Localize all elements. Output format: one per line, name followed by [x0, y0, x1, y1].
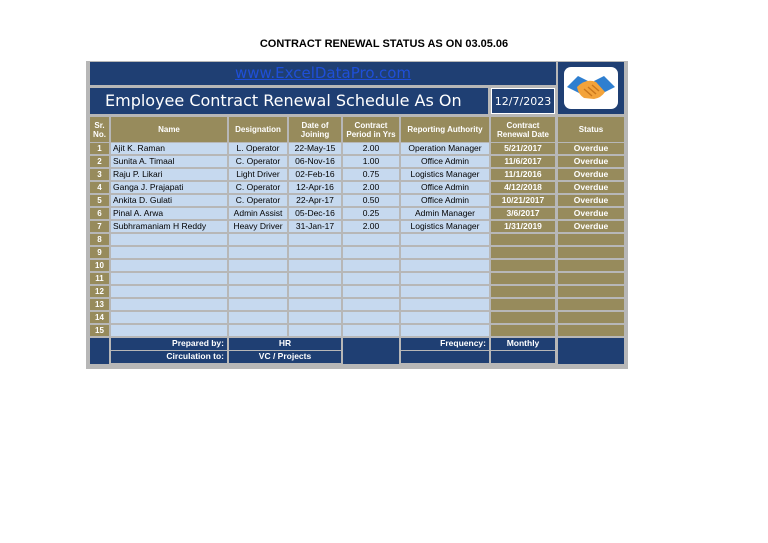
table-cell-renewal — [491, 260, 555, 271]
table-cell-sr: 3 — [90, 169, 109, 180]
table-cell-status — [558, 286, 624, 297]
table-cell-sr: 13 — [90, 299, 109, 310]
table-cell-designation — [229, 299, 287, 310]
column-header-doj: Date of Joining — [289, 117, 341, 142]
table-cell-status: Overdue — [558, 195, 624, 206]
table-cell-designation: Light Driver — [229, 169, 287, 180]
table-cell-authority — [401, 260, 489, 271]
footer-left-block — [90, 338, 109, 364]
table-cell-doj: 31-Jan-17 — [289, 221, 341, 232]
table-cell-name: Ankita D. Gulati — [111, 195, 227, 206]
table-cell-period: 2.00 — [343, 221, 399, 232]
table-cell-authority: Operation Manager — [401, 143, 489, 154]
table-cell-status — [558, 234, 624, 245]
column-header-sr: Sr. No. — [90, 117, 109, 142]
table-cell-authority — [401, 247, 489, 258]
table-cell-designation: C. Operator — [229, 156, 287, 167]
table-cell-status: Overdue — [558, 208, 624, 219]
table-cell-period — [343, 273, 399, 284]
table-cell-period: 2.00 — [343, 182, 399, 193]
handshake-icon — [564, 67, 618, 109]
table-cell-authority: Logistics Manager — [401, 221, 489, 232]
table-cell-status — [558, 273, 624, 284]
column-header-name: Name — [111, 117, 227, 142]
table-cell-authority — [401, 273, 489, 284]
table-cell-period — [343, 325, 399, 336]
table-cell-doj — [289, 234, 341, 245]
table-cell-status — [558, 299, 624, 310]
table-cell-name — [111, 299, 227, 310]
table-cell-status: Overdue — [558, 143, 624, 154]
table-cell-period: 1.00 — [343, 156, 399, 167]
table-cell-renewal — [491, 234, 555, 245]
table-cell-sr: 6 — [90, 208, 109, 219]
table-cell-designation — [229, 325, 287, 336]
table-cell-status — [558, 312, 624, 323]
table-cell-renewal — [491, 247, 555, 258]
table-cell-sr: 11 — [90, 273, 109, 284]
table-cell-designation: C. Operator — [229, 182, 287, 193]
table-cell-doj — [289, 273, 341, 284]
table-cell-name — [111, 247, 227, 258]
column-header-renewal: Contract Renewal Date — [491, 117, 555, 142]
table-cell-sr: 7 — [90, 221, 109, 232]
table-cell-name — [111, 260, 227, 271]
table-cell-status — [558, 325, 624, 336]
table-cell-period — [343, 286, 399, 297]
table-cell-renewal — [491, 312, 555, 323]
table-cell-designation — [229, 260, 287, 271]
table-cell-name: Ganga J. Prajapati — [111, 182, 227, 193]
table-cell-authority: Office Admin — [401, 156, 489, 167]
schedule-title: Employee Contract Renewal Schedule As On — [90, 88, 488, 114]
table-cell-status — [558, 260, 624, 271]
table-cell-period: 2.00 — [343, 143, 399, 154]
table-cell-name: Raju P. Likari — [111, 169, 227, 180]
table-cell-renewal: 10/21/2017 — [491, 195, 555, 206]
table-cell-sr: 9 — [90, 247, 109, 258]
table-cell-renewal — [491, 286, 555, 297]
table-cell-authority — [401, 286, 489, 297]
table-cell-authority: Office Admin — [401, 182, 489, 193]
table-cell-authority — [401, 312, 489, 323]
table-cell-designation: Heavy Driver — [229, 221, 287, 232]
table-cell-sr: 8 — [90, 234, 109, 245]
circulation-value: VC / Projects — [229, 351, 341, 363]
table-cell-authority — [401, 299, 489, 310]
website-link[interactable]: www.ExcelDataPro.com — [90, 62, 556, 85]
logo — [558, 62, 624, 114]
table-cell-doj: 22-Apr-17 — [289, 195, 341, 206]
table-cell-name: Pinal A. Arwa — [111, 208, 227, 219]
prepared-by-label: Prepared by: — [111, 338, 227, 350]
table-cell-authority — [401, 234, 489, 245]
table-cell-status: Overdue — [558, 182, 624, 193]
table-cell-status: Overdue — [558, 221, 624, 232]
frequency-value: Monthly — [491, 338, 555, 350]
table-cell-authority: Admin Manager — [401, 208, 489, 219]
column-header-period: Contract Period in Yrs — [343, 117, 399, 142]
circulation-label: Circulation to: — [111, 351, 227, 363]
table-cell-renewal — [491, 299, 555, 310]
table-cell-designation: C. Operator — [229, 195, 287, 206]
table-cell-period: 0.50 — [343, 195, 399, 206]
page-title: CONTRACT RENEWAL STATUS AS ON 03.05.06 — [259, 38, 509, 50]
table-cell-doj: 02-Feb-16 — [289, 169, 341, 180]
table-cell-sr: 1 — [90, 143, 109, 154]
table-cell-name: Sunita A. Timaal — [111, 156, 227, 167]
table-cell-sr: 15 — [90, 325, 109, 336]
table-cell-period — [343, 260, 399, 271]
logo-background — [564, 67, 618, 109]
table-cell-designation — [229, 286, 287, 297]
table-cell-doj — [289, 286, 341, 297]
table-cell-renewal: 1/31/2019 — [491, 221, 555, 232]
footer-blank-right — [491, 351, 555, 363]
table-cell-status: Overdue — [558, 169, 624, 180]
table-cell-authority: Logistics Manager — [401, 169, 489, 180]
table-cell-renewal — [491, 325, 555, 336]
table-cell-renewal: 5/21/2017 — [491, 143, 555, 154]
table-cell-doj — [289, 299, 341, 310]
table-cell-name — [111, 273, 227, 284]
table-cell-designation: Admin Assist — [229, 208, 287, 219]
table-cell-doj — [289, 312, 341, 323]
table-cell-renewal — [491, 273, 555, 284]
column-header-designation: Designation — [229, 117, 287, 142]
table-cell-period — [343, 247, 399, 258]
table-cell-period — [343, 234, 399, 245]
footer-right-block — [558, 338, 624, 364]
frequency-label: Frequency: — [401, 338, 489, 350]
table-cell-status: Overdue — [558, 156, 624, 167]
table-cell-doj: 06-Nov-16 — [289, 156, 341, 167]
table-cell-name: Subhramaniam H Reddy — [111, 221, 227, 232]
table-cell-name — [111, 325, 227, 336]
table-cell-doj: 12-Apr-16 — [289, 182, 341, 193]
table-cell-doj — [289, 247, 341, 258]
table-cell-renewal: 4/12/2018 — [491, 182, 555, 193]
table-cell-name — [111, 234, 227, 245]
table-cell-renewal: 11/6/2017 — [491, 156, 555, 167]
table-cell-renewal: 11/1/2016 — [491, 169, 555, 180]
schedule-date: 12/7/2023 — [491, 88, 555, 114]
table-cell-name — [111, 312, 227, 323]
table-cell-status — [558, 247, 624, 258]
table-cell-sr: 4 — [90, 182, 109, 193]
table-cell-designation: L. Operator — [229, 143, 287, 154]
table-cell-designation — [229, 234, 287, 245]
table-cell-doj — [289, 260, 341, 271]
column-header-authority: Reporting Authority — [401, 117, 489, 142]
table-cell-designation — [229, 312, 287, 323]
table-cell-renewal: 3/6/2017 — [491, 208, 555, 219]
column-header-status: Status — [558, 117, 624, 142]
table-cell-period — [343, 299, 399, 310]
table-cell-period: 0.25 — [343, 208, 399, 219]
prepared-by-value: HR — [229, 338, 341, 350]
footer-middle-block — [343, 338, 399, 364]
table-cell-designation — [229, 247, 287, 258]
table-cell-name — [111, 286, 227, 297]
table-cell-doj: 22-May-15 — [289, 143, 341, 154]
table-cell-period: 0.75 — [343, 169, 399, 180]
table-cell-designation — [229, 273, 287, 284]
footer-blank-left — [401, 351, 489, 363]
table-cell-period — [343, 312, 399, 323]
table-cell-authority: Office Admin — [401, 195, 489, 206]
table-cell-sr: 10 — [90, 260, 109, 271]
table-cell-sr: 2 — [90, 156, 109, 167]
table-cell-name: Ajit K. Raman — [111, 143, 227, 154]
table-cell-sr: 12 — [90, 286, 109, 297]
table-cell-doj: 05-Dec-16 — [289, 208, 341, 219]
table-cell-doj — [289, 325, 341, 336]
table-cell-sr: 14 — [90, 312, 109, 323]
table-cell-authority — [401, 325, 489, 336]
table-cell-sr: 5 — [90, 195, 109, 206]
